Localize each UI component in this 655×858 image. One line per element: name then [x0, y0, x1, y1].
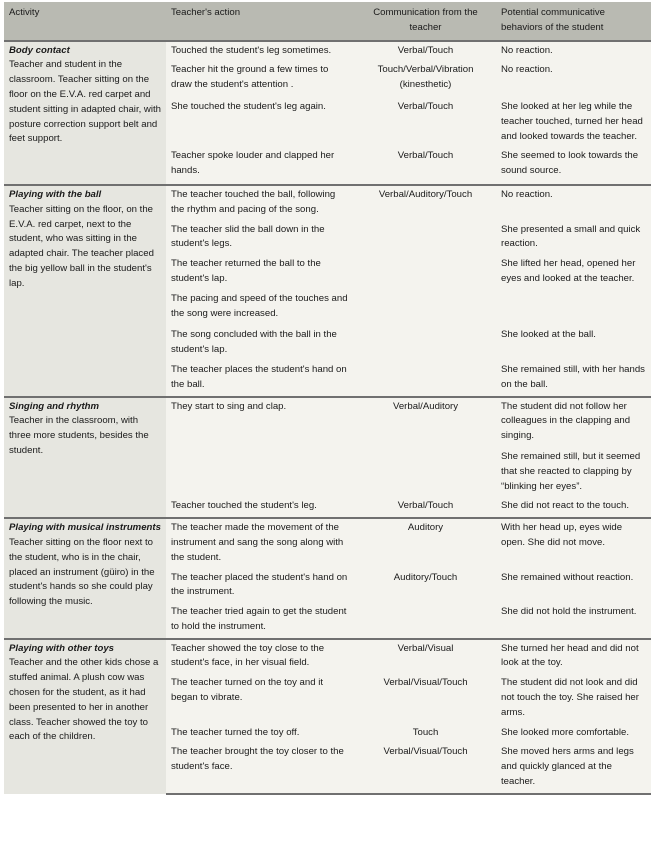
activity-title: Body contact — [9, 44, 70, 56]
teacher-action-cell: The teacher placed the student's hand on the instrument. — [166, 569, 354, 604]
communication-cell: Verbal/Visual/Touch — [354, 743, 496, 793]
behavior-cell — [496, 41, 651, 62]
behavior-text: No reaction. — [501, 64, 553, 76]
activity-cell — [4, 518, 166, 639]
teacher-action-cell: The teacher tried again to get the student to hold the instrument. — [166, 603, 354, 639]
activity-title: Playing with other toys — [9, 642, 115, 654]
document-table-container — [4, 2, 651, 795]
teacher-action-cell: The teacher slid the ball down in the student's legs. — [166, 221, 354, 256]
behavior-text: She remained without reaction. — [501, 571, 634, 583]
activity-title: Singing and rhythm — [9, 400, 100, 412]
communication-cell — [354, 290, 496, 327]
teacher-action-cell: The pacing and speed of the touches and the song were increased. — [166, 290, 354, 327]
communication-cell — [354, 255, 496, 290]
activity-description: Teacher sitting on the floor next to the student, who is in the chair, placed an instrument (güiro) in the student's hands so she could play following the music. — [9, 536, 155, 608]
communication-cell — [354, 603, 496, 639]
behavior-cell — [496, 361, 651, 397]
behavior-cell — [496, 147, 651, 185]
table-body — [4, 41, 651, 794]
behavior-text: She presented a small and quick reaction. — [501, 223, 641, 250]
behavior-cell — [496, 221, 651, 256]
behavior-text: She did not hold the instrument. — [501, 606, 637, 618]
behavior-text: No reaction. — [501, 44, 553, 56]
behavior-cell — [496, 639, 651, 675]
teacher-action-cell: Teacher spoke louder and clapped her hands. — [166, 147, 354, 185]
behavior-cell — [496, 61, 651, 98]
behavior-cell — [496, 497, 651, 518]
behavior-text: She moved hers arms and legs and quickly glanced at the teacher. — [501, 746, 634, 788]
behavior-cell — [496, 603, 651, 639]
behavior-cell — [496, 397, 651, 498]
teacher-action-cell: Teacher hit the ground a few times to draw the student's attention . — [166, 61, 354, 98]
behavior-cell — [496, 724, 651, 744]
communication-cell: Verbal/Auditory/Touch — [354, 185, 496, 221]
behavior-text: The student did not follow her colleagues in the clapping and singing. — [501, 400, 631, 442]
communication-cell — [354, 221, 496, 256]
behavior-cell — [496, 569, 651, 604]
table-row — [4, 41, 651, 62]
teacher-action-cell: Teacher touched the student's leg. — [166, 497, 354, 518]
communication-cell: Verbal/Touch — [354, 98, 496, 147]
behavior-cell — [496, 743, 651, 793]
behavior-cell — [496, 674, 651, 723]
communication-cell: Verbal/Touch — [354, 147, 496, 185]
behavior-cell — [496, 290, 651, 327]
observation-table — [4, 2, 651, 795]
activity-description: Teacher in the classroom, with three more students, besides the student. — [9, 415, 149, 456]
activity-cell — [4, 639, 166, 794]
behavior-text: No reaction. — [501, 188, 553, 200]
header-behaviors: Potential communicative behaviors of the student — [496, 2, 651, 41]
teacher-action-cell: The teacher returned the ball to the student's lap. — [166, 255, 354, 290]
teacher-action-cell: Teacher showed the toy close to the student's face, in her visual field. — [166, 639, 354, 675]
teacher-action-cell: The teacher brought the toy closer to the student's face. — [166, 743, 354, 793]
activity-description: Teacher sitting on the floor, on the E.V.A. red carpet, next to the student, who was sitting in the adapted chair. The teacher placed the big yellow ball in the student's lap. — [9, 203, 154, 289]
communication-cell: Verbal/Touch — [354, 41, 496, 62]
communication-cell — [354, 361, 496, 397]
activity-title: Playing with musical instruments — [9, 522, 161, 534]
behavior-text: She lifted her head, opened her eyes and looked at the teacher. — [501, 258, 636, 284]
communication-cell: Verbal/Visual/Touch — [354, 674, 496, 723]
communication-cell: Verbal/Touch — [354, 497, 496, 518]
behavior-text: She did not react to the touch. — [501, 500, 630, 512]
header-teacher-action: Teacher's action — [166, 2, 354, 41]
teacher-action-cell: She touched the student's leg again. — [166, 98, 354, 147]
communication-cell: Touch/Verbal/Vibration (kinesthetic) — [354, 61, 496, 98]
header-row — [4, 2, 651, 41]
teacher-action-cell: The song concluded with the ball in the student's lap. — [166, 326, 354, 361]
teacher-action-cell: The teacher turned the toy off. — [166, 724, 354, 744]
teacher-action-cell: The teacher places the student's hand on the ball. — [166, 361, 354, 397]
teacher-action-cell: Touched the student's leg sometimes. — [166, 41, 354, 62]
behavior-text: She remained still, with her hands on the ball. — [501, 363, 645, 390]
communication-cell: Auditory — [354, 518, 496, 568]
teacher-action-cell: The teacher made the movement of the instrument and sang the song along with the student. — [166, 518, 354, 568]
activity-cell — [4, 185, 166, 397]
communication-cell: Touch — [354, 724, 496, 744]
behavior-cell — [496, 185, 651, 221]
table-row — [4, 185, 651, 221]
teacher-action-cell: The teacher touched the ball, following the rhythm and pacing of the song. — [166, 185, 354, 221]
table-row — [4, 639, 651, 675]
teacher-action-cell: The teacher turned on the toy and it began to vibrate. — [166, 674, 354, 723]
table-row — [4, 397, 651, 498]
behavior-cell — [496, 326, 651, 361]
communication-cell: Verbal/Auditory — [354, 397, 496, 498]
behavior-cell — [496, 98, 651, 147]
activity-cell — [4, 41, 166, 185]
teacher-action-cell: They start to sing and clap. — [166, 397, 354, 498]
behavior-text: She turned her head and did not look at the toy. — [501, 642, 639, 669]
behavior-cell — [496, 518, 651, 568]
behavior-text: The student did not look and did not touch the toy. She raised her arms. — [501, 677, 639, 718]
behavior-text: She seemed to look towards the sound source. — [501, 150, 639, 177]
header-communication: Communication from the teacher — [354, 2, 496, 41]
table-row — [4, 518, 651, 568]
behavior-text: She looked more comfortable. — [501, 726, 629, 738]
communication-cell: Auditory/Touch — [354, 569, 496, 604]
communication-cell — [354, 326, 496, 361]
behavior-cell — [496, 255, 651, 290]
activity-title: Playing with the ball — [9, 188, 102, 200]
communication-cell: Verbal/Visual — [354, 639, 496, 675]
behavior-text: She looked at the ball. — [501, 329, 596, 341]
behavior-text: With her head up, eyes wide open. She did not move. — [501, 522, 623, 548]
activity-cell — [4, 397, 166, 519]
header-activity: Activity — [4, 2, 166, 41]
activity-description: Teacher and the other kids chose a stuffed animal. A plush cow was chosen for the student, as it had been presented to her in another class. Teacher showed the toy to each of the children. — [9, 657, 159, 743]
behavior-text: She looked at her leg while the teacher touched, turned her head and looked towards the teacher. — [501, 100, 643, 142]
activity-description: Teacher and student in the classroom. Teacher sitting on the floor on the E.V.A. red carpet and student sitting in adapted chair, with posture correction support belt and feet support. — [9, 59, 161, 145]
behavior-text: She remained still, but it seemed that she reacted to clapping by “blinking her eyes”. — [501, 450, 641, 492]
